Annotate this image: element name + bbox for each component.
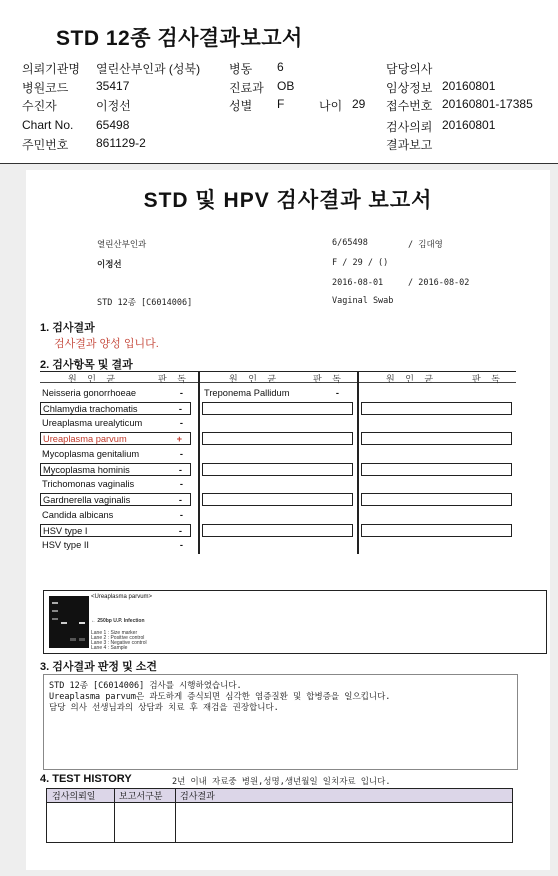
comment-line: STD 12종 [C6014006] 검사를 시행하였습니다. [49,681,242,691]
header-label: Chart No. [22,118,74,132]
gel-image [49,596,89,648]
pathogen-name: Candida albicans [42,510,114,520]
result-row [40,463,191,476]
comment-box [43,674,518,770]
pathogen-name: Ureaplasma parvum [43,434,127,444]
col-header-result: 판 독 [313,374,345,384]
pathogen-name: Mycoplasma hominis [43,465,130,475]
result-value: - [178,526,182,536]
result-value: + [176,434,182,444]
table-header-col2 [199,371,357,383]
table-header-col3 [358,371,516,383]
header-label: 결과보고 [386,138,433,152]
header-label: 담당의사 [386,62,433,76]
header-label: 검사의뢰 [386,120,433,134]
header-value: OB [277,79,295,93]
result-row [40,448,191,461]
gel-bands-icon [49,596,89,648]
history-col-divider [175,789,176,842]
report-header-title: STD 12종 검사결과보고서 [56,27,303,50]
result-value: - [179,479,183,489]
header-label: 주민번호 [22,138,69,152]
pathogen-name: Mycoplasma genitalium [42,449,140,459]
sex-age: F / 29 / () [332,258,389,268]
report-title: STD 및 HPV 검사결과 보고서 [143,189,433,212]
result-value: - [335,388,339,398]
result-row [40,417,191,430]
header-value: F [277,97,285,111]
section2-title: 2. 검사항목 및 결과 [40,359,133,371]
result-row [202,387,353,400]
gel-lane: Lane 3 : Negative control [91,640,147,646]
pathogen-name: HSV type I [43,526,88,536]
chart-number: 6/65498 [332,238,368,248]
result-value: - [179,449,183,459]
result-row-positive [40,432,191,445]
result-row [40,539,191,552]
history-col-request-date: 검사의뢰일 [52,791,96,801]
history-note: 2년 이내 자료중 병원,성명,생년월일 일치자료 입니다. [172,777,391,787]
header-value: 65498 [96,118,130,132]
empty-row [202,402,353,415]
result-row [40,493,191,506]
header-label: 병동 [229,62,253,76]
col-header-pathogen: 원 인 균 [386,374,438,384]
history-col-divider [114,789,115,842]
empty-row [361,432,512,445]
section3-title: 3. 검사결과 판정 및 소견 [40,661,158,673]
section4-title: 4. TEST HISTORY [40,773,132,785]
header-label: 수진자 [22,99,57,113]
gel-band-label: ← 250bp U.P. Infection [91,618,145,624]
column-divider [198,371,200,554]
col-header-result: 판 독 [472,374,504,384]
history-col-report-type: 보고서구분 [119,791,163,801]
pathogen-name: Trichomonas vaginalis [42,479,135,489]
gel-lane: Lane 2 : Positive control [91,635,145,641]
col-header-pathogen: 원 인 균 [229,374,281,384]
pathogen-name: HSV type II [42,540,90,550]
positive-result: 검사결과 양성 입니다. [54,338,159,350]
header-value: 이정선 [96,99,131,113]
empty-row [202,432,353,445]
result-row [40,478,191,491]
date-from: 2016-08-01 [332,278,384,288]
empty-row [202,524,353,537]
empty-row [361,493,512,506]
header-value: 20160801-17385 [442,97,533,111]
header-label: 병원코드 [22,81,69,95]
history-col-result: 검사결과 [180,791,215,801]
header-label: 접수번호 [386,99,433,113]
hospital-name: 열린산부인과 [97,240,147,250]
empty-row [361,524,512,537]
header-label: 임상정보 [386,81,433,95]
result-row [40,402,191,415]
header-value: 29 [352,97,366,111]
col-header-result: 판 독 [158,374,190,384]
empty-row [361,402,512,415]
pathogen-name: Chlamydia trachomatis [43,404,138,414]
specimen: Vaginal Swab [332,296,394,306]
empty-row [361,463,512,476]
header-value: 35417 [96,79,130,93]
result-value: - [179,540,183,550]
col-header-pathogen: 원 인 균 [68,374,120,384]
result-row [40,524,191,537]
header-value: 20160801 [442,79,496,93]
empty-row [202,463,353,476]
date-to: / 2016-08-02 [408,278,470,288]
doctor-name: / 김대영 [408,240,443,250]
empty-row [202,493,353,506]
comment-line: Ureaplasma parvum은 과도하게 증식되면 심각한 염증질환 및 합병증을 일으킵니다. [49,692,391,702]
section1-title: 1. 검사결과 [40,322,95,334]
gel-lane: Lane 1 : Size marker [91,630,138,636]
header-value: 20160801 [442,118,496,132]
test-code: STD 12종 [C6014006] [97,298,193,308]
comment-line: 담당 의사 선생님과의 상담과 치료 후 재검을 권장합니다. [49,703,279,713]
pathogen-name: Ureaplasma urealyticum [42,418,143,428]
header-label: 나이 [319,99,343,113]
result-value: - [178,404,182,414]
result-value: - [179,388,183,398]
header-label: 진료과 [229,81,264,95]
pathogen-name: Gardnerella vaginalis [43,495,131,505]
header-value: 861129-2 [96,136,146,150]
column-divider [357,371,359,554]
result-value: - [178,465,182,475]
result-row [40,509,191,522]
patient-name: 이정선 [97,260,122,270]
history-table [46,788,513,843]
header-value: 열린산부인과 (성북) [96,62,201,76]
pathogen-name: Treponema Pallidum [204,388,290,398]
result-value: - [178,495,182,505]
report-paper [26,170,550,870]
gel-electrophoresis-panel [43,590,547,654]
header-value: 6 [277,60,284,74]
header-label: 성별 [229,99,253,113]
result-value: - [179,418,183,428]
pathogen-name: Neisseria gonorrhoeae [42,388,137,398]
result-row [40,387,191,400]
table-header-col1 [40,371,198,383]
header-label: 의뢰기관명 [22,62,80,76]
result-value: - [179,510,183,520]
gel-lane: Lane 4 : Sample [91,645,128,651]
gel-caption: <Ureaplasma parvum> [91,594,153,600]
